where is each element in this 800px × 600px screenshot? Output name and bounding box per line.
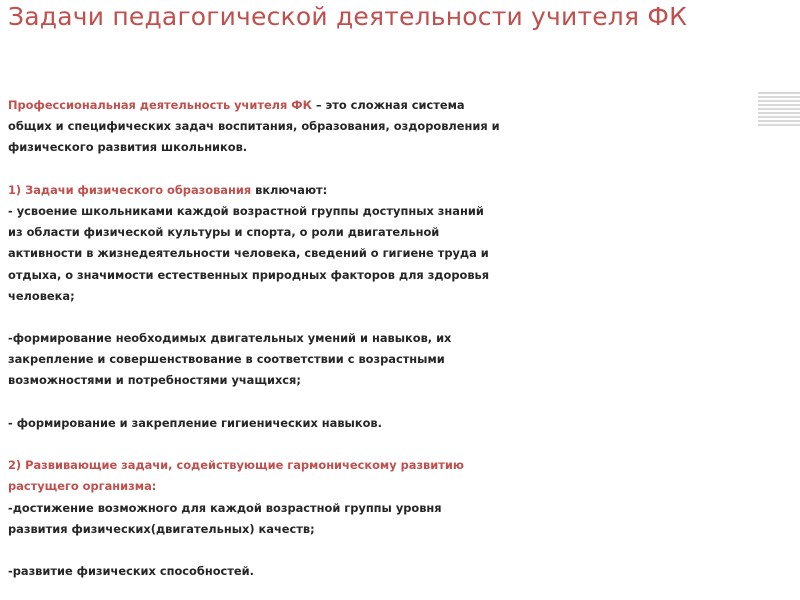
intro-term: Профессиональная деятельность учителя ФК [8, 98, 312, 112]
s1-bullet-1-line-4: отдыха, о значимости естественных природных факторов для здоровья [8, 267, 490, 282]
intro-line-2: общих и специфических задач воспитания, образования, оздоровления и [8, 119, 500, 134]
s2-bullet-1-line-1: -достижение возможного для каждой возрастной группы уровня [8, 500, 442, 515]
section-1-heading-rest: включают: [251, 182, 328, 197]
s1-bullet-1-line-5: человека; [8, 288, 75, 303]
intro-line-3: физического развития школьников. [8, 140, 248, 155]
section-2-heading-line-1: 2) Развивающие задачи, содействующие гармоническому развитию [8, 458, 464, 473]
s2-bullet-2: -развитие физических способностей. [8, 564, 254, 579]
s1-bullet-2-line-3: возможностями и потребностями учащихся; [8, 373, 301, 388]
decorative-stripes [758, 92, 800, 128]
s1-bullet-1-line-3: активности в жизнедеятельности человека, сведений о гигиене труда и [8, 246, 489, 261]
slide-body [8, 95, 568, 582]
intro-line-1 [8, 95, 568, 116]
intro-definition: – это сложная система [311, 98, 465, 112]
s1-bullet-2-line-2: закрепление и совершенствование в соответствии с возрастными [8, 352, 445, 367]
s1-bullet-2-line-1: -формирование необходимых двигательных умений и навыков, их [8, 331, 452, 346]
section-2-heading-line-2: растущего организма: [8, 479, 157, 494]
section-1-term: 1) Задачи физического образования [8, 182, 252, 197]
s2-bullet-1-line-2: развития физических(двигательных) качеств; [8, 521, 315, 536]
s1-bullet-3: - формирование и закрепление гигиенических навыков. [8, 415, 382, 430]
s1-bullet-1-line-1: - усвоение школьниками каждой возрастной группы доступных знаний [8, 203, 484, 218]
section-1-heading [8, 180, 568, 201]
s1-bullet-1-line-2: из области физической культуры и спорта, о роли двигательной [8, 225, 440, 240]
slide-title: Задачи педагогической деятельности учителя ФК [8, 2, 688, 31]
